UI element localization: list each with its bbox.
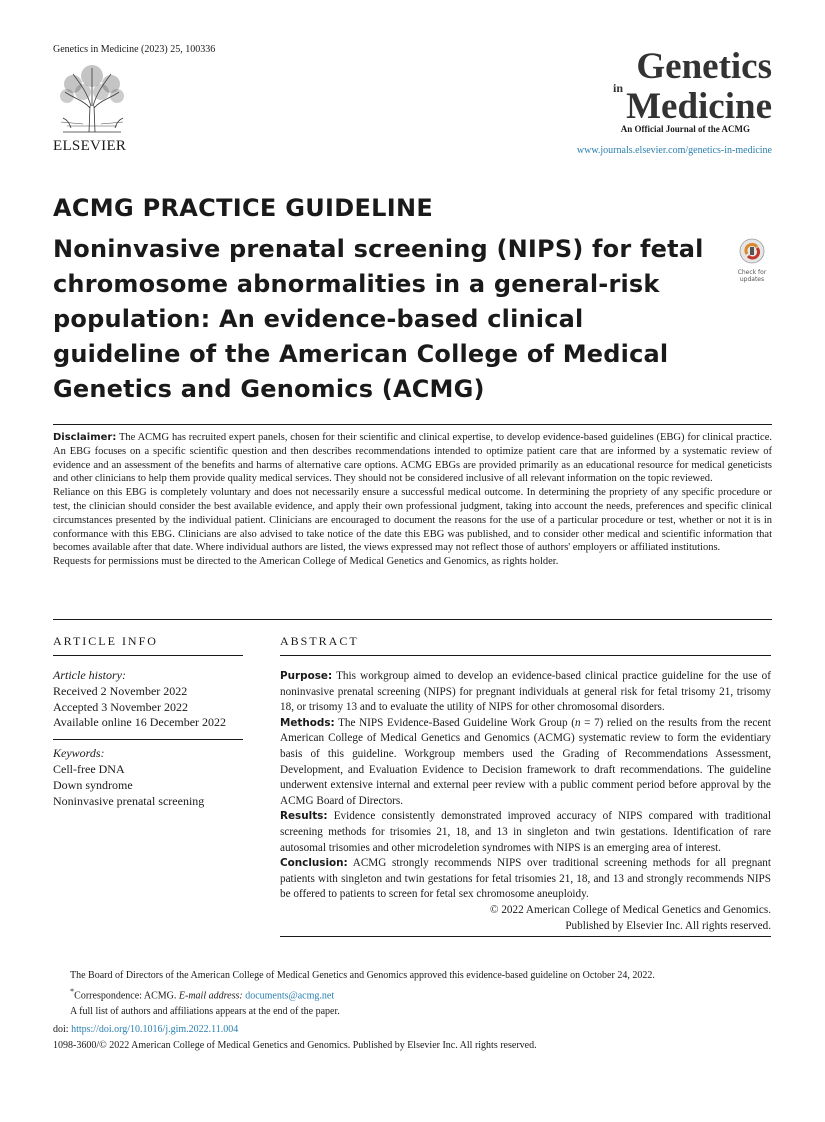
disclaimer-label: Disclaimer: — [53, 432, 117, 443]
journal-citation: Genetics in Medicine (2023) 25, 100336 — [53, 44, 216, 55]
disclaimer-block — [53, 431, 772, 569]
correspondence-note — [70, 984, 770, 1004]
article-info-rule — [53, 655, 243, 656]
history-label: Article history: — [53, 668, 126, 682]
elsevier-tree-logo — [53, 62, 131, 136]
received-date: Received 2 November 2022 — [53, 683, 188, 698]
check-updates-icon — [739, 238, 765, 264]
correspondence-email-link[interactable]: documents@acmg.net — [245, 990, 335, 1002]
issn-copyright: 1098-3600/© 2022 American College of Medical Genetics and Genomics. Published by Elsevier Inc. All rights reserved. — [53, 1040, 537, 1051]
abstract-heading: ABSTRACT — [280, 634, 359, 648]
title-divider — [53, 424, 772, 425]
abstract-copyright-2: Published by Elsevier Inc. All rights reserved. — [565, 919, 771, 932]
journal-name-in: in — [613, 81, 624, 95]
disclaimer-paragraph-2: Reliance on this EBG is completely voluntary and does not necessarily ensure a successful medical outcome. In determining the propriety of any specific procedure or test, the clinician should consider the best available evidence, and apply their own professional judgment, taking into account the needs, preferences and specific clinical circumstances presented by the individual patient. Clinicians are encouraged to document the reasons for the use of a particular procedure or test, whether or not it is in conformance with this EBG. Clinicians are also advised to take notice of the date this EBG was published, and to consider other medical and scientific information that becomes available after that date. Where individual authors are listed, the views expressed may not reflect those of authors' employers or affiliated institutions. — [53, 487, 772, 554]
journal-name-bottom: Medicine — [626, 86, 772, 124]
disclaimer-divider — [53, 619, 772, 620]
keyword-item: Cell-free DNA — [53, 761, 125, 776]
abstract-bottom-rule — [280, 936, 771, 937]
info-separator — [53, 739, 243, 740]
disclaimer-paragraph-3: Requests for permissions must be directed to the American College of Medical Genetics and Genomics, as rights holder. — [53, 556, 559, 568]
methods-n: n — [574, 716, 581, 729]
disclaimer-paragraph-1: The ACMG has recruited expert panels, chosen for their scientific and clinical expertise, to develop evidence-based guidelines (EBG) for clinical practice. An EBG focuses on a specific scientific question and then describes recommendations intended to optimize patient care that are informed by a systematic review of evidence and an assessment of the benefits and harms of alternative care options. ACMG EBGs are provided primarily as an educational resource for medical geneticists and other clinicians to help them provide quality medical services. They should not be considered inclusive of all relevant information on the topic reviewed. — [53, 432, 772, 485]
keyword-item: Down syndrome — [53, 777, 133, 792]
results-text: Evidence consistently demonstrated improved accuracy of NIPS compared with traditional screening methods for trisomies 21, 18, and 13 in singleton and twin gestations. Identification of rare autosomal trisomies and other microdeletion syndromes with NIPS is an emerging area of interest. — [280, 810, 771, 854]
abstract-top-rule — [280, 655, 771, 656]
journal-name-top: Genetics — [636, 46, 772, 87]
online-date: Available online 16 December 2022 — [53, 715, 227, 730]
corr-text: Correspondence: ACMG. — [74, 990, 177, 1002]
purpose-label: Purpose: — [280, 670, 333, 682]
keywords-label: Keywords: — [53, 746, 105, 761]
corr-marker: * — [70, 987, 75, 996]
conclusion-label: Conclusion: — [280, 857, 348, 870]
keyword-item: Noninvasive prenatal screening — [53, 793, 205, 808]
article-section-type: ACMG PRACTICE GUIDELINE — [53, 194, 434, 222]
check-for-updates-badge[interactable] — [730, 238, 774, 282]
authors-note: A full list of authors and affiliations appears at the end of the paper. — [70, 1006, 340, 1018]
methods-text-a: The NIPS Evidence-Based Guideline Work Group ( — [338, 716, 575, 729]
purpose-text: This workgroup aimed to develop an evidence-based clinical practice guideline for the use of noninvasive prenatal screening (NIPS) for pregnant individuals at general risk for fetal trisomy 21, trisomy 18, or trisomy 13 and to evaluate the utility of NIPS for other chromosomal disorders. — [280, 670, 771, 714]
journal-wordmark-logo — [597, 44, 772, 124]
article-info-block — [53, 668, 243, 809]
abstract-body — [280, 669, 771, 934]
email-label: E-mail address: — [178, 990, 243, 1002]
badge-line-2: updates — [739, 276, 765, 283]
article-title: Noninvasive prenatal screening (NIPS) for fetal chromosome abnormalities in a general-risk population: An evidence-based clinical guideline of the American College of Medical Genetics and Genomics (ACMG) — [53, 235, 704, 403]
doi-link[interactable]: https://doi.org/10.1016/j.gim.2022.11.004 — [71, 1024, 239, 1035]
article-info-heading: ARTICLE INFO — [53, 634, 158, 648]
journal-tagline: An Official Journal of the ACMG — [620, 124, 750, 134]
abstract-copyright-1: © 2022 American College of Medical Genetics and Genomics. — [490, 903, 771, 916]
badge-line-1: Check for — [737, 269, 767, 276]
accepted-date: Accepted 3 November 2022 — [53, 699, 188, 714]
journal-homepage-link[interactable]: www.journals.elsevier.com/genetics-in-medicine — [576, 145, 772, 156]
approval-note: The Board of Directors of the American College of Medical Genetics and Genomics approved this evidence-based guideline on October 24, 2022. — [70, 970, 655, 981]
methods-label: Methods: — [280, 716, 335, 729]
results-label: Results: — [280, 810, 328, 823]
doi-line — [53, 1024, 238, 1035]
methods-text-b: = 7) relied on the results from the recent American College of Medical Genetics and Genomics (ACMG) systematic review to form the evidentiary basis of this guideline. Workgroup members used the Grading of Recommendations Assessment, Development, and Evaluation Evidence to Decision framework to draft recommendations. The guideline underwent extensive internal and external peer review with a public comment period before approval by the ACMG Board of Directors. — [280, 716, 771, 807]
footnotes-block — [70, 968, 770, 1020]
doi-label: doi: — [53, 1024, 69, 1035]
conclusion-text: ACMG strongly recommends NIPS over traditional screening methods for all pregnant patients with singleton and twin gestations for fetal trisomies 21, 18, and 13 and strongly recommends NIPS be offered to patients to screen for fetal sex chromosome aneuploidy. — [280, 857, 771, 901]
publisher-name: ELSEVIER — [53, 138, 127, 154]
